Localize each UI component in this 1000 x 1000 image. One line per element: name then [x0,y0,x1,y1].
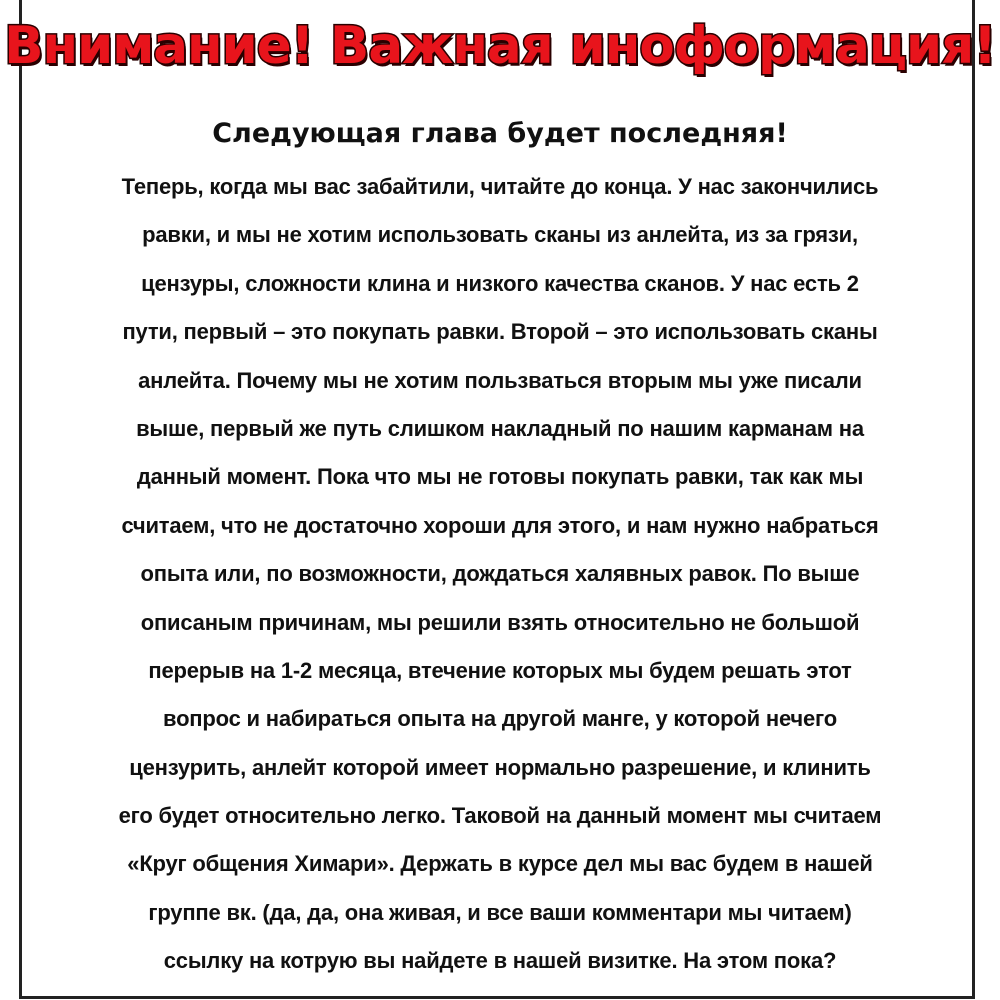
body-line: выше, первый же путь слишком накладный по нашим карманам на [136,415,864,441]
body-line: вопрос и набираться опыта на другой манге, у которой нечего [163,706,837,732]
body-line: считаем, что не достаточно хороши для этого, и нам нужно набраться [121,512,879,538]
notice-subtitle: Следующая глава будет последняя! [212,118,788,149]
body-line: перерыв на 1-2 месяца, втечение которых мы будем решать этот [148,657,852,683]
notice-title: Внимание! Важная иноформация! [4,16,996,76]
body-line: Теперь, когда мы вас забайтили, читайте до конца. У нас закончились [121,174,879,199]
notice-body [30,163,970,986]
body-line: «Круг общения Химари». Держать в курсе дел мы вас будем в нашей [127,851,873,877]
body-line: опыта или, по возможности, дождаться халявных равок. По выше [140,561,860,587]
body-line: цензурить, анлейт которой имеет нормально разрешение, и клинить [129,754,871,780]
body-line: пути, первый – это покупать равки. Второй – это использовать сканы [122,319,878,345]
body-line: ссылку на котрую вы найдете в нашей визитке. На этом пока? [163,948,837,974]
body-line: цензуры, сложности клина и низкого качества сканов. У нас есть 2 [141,270,859,296]
body-line: группе вк. (да, да, она живая, и все ваши комментари мы читаем) [148,899,852,925]
body-line: анлейта. Почему мы не хотим пользваться вторым мы уже писали [138,367,862,393]
body-line: равки, и мы не хотим использовать сканы из анлейта, из за грязи, [142,222,858,248]
body-line: его будет относительно легко. Таковой на данный момент мы считаем [118,803,882,829]
body-line: данный момент. Пока что мы не готовы покупать равки, так как мы [136,464,864,490]
body-line: описаным причинам, мы решили взять относительно не большой [140,609,860,635]
